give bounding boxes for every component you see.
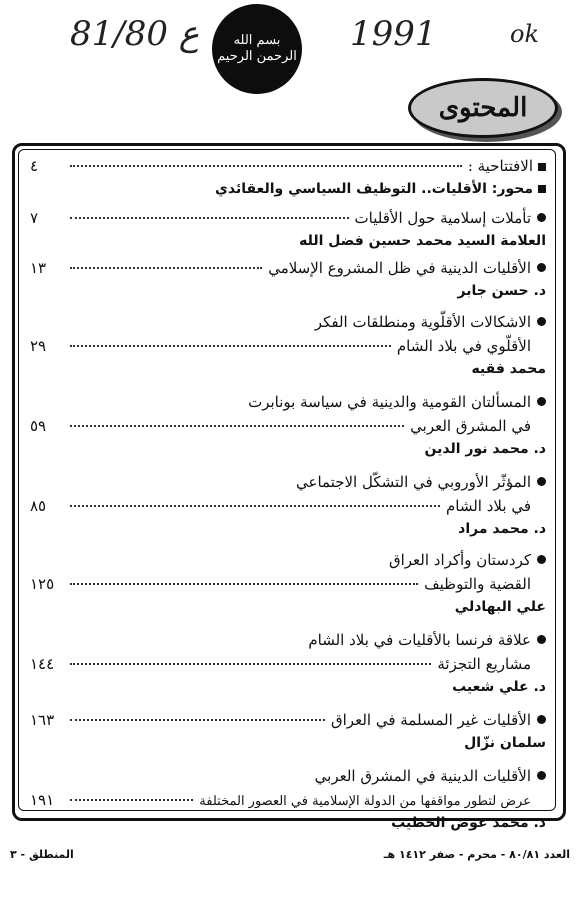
entry-title-continued: مشاريع التجزئة — [437, 655, 531, 673]
entry-title: الأقليات غير المسلمة في العراق — [331, 711, 531, 729]
entry-title: الأقليات الدينية في المشرق العربي — [314, 767, 531, 785]
entry-title-continued: عرض لتطور مواقفها من الدولة الإسلامية في العصور المختلفة — [199, 794, 531, 809]
toc-entry — [30, 313, 546, 383]
toc-entry — [30, 393, 546, 463]
page-number: ٥٩ — [30, 417, 47, 435]
section-title: محور: الأقليات.. التوظيف السياسي والعقائدي — [215, 181, 533, 197]
dot-leader — [70, 799, 193, 801]
entry-title-continued: في بلاد الشام — [446, 497, 531, 515]
square-bullet-icon — [538, 185, 546, 193]
handwritten-issue-number: 81/80 ع — [70, 14, 200, 54]
entry-title: المسألتان القومية والدينية في سياسة بونابرت — [248, 393, 531, 411]
bullet-icon — [537, 317, 546, 326]
dot-leader — [70, 165, 462, 167]
handwritten-note: ok — [510, 20, 539, 48]
entry-author: العلامة السيد محمد حسين فضل الله — [299, 233, 546, 249]
toc-opening — [30, 157, 546, 181]
page-title: المحتوى — [408, 78, 558, 138]
toc-section-header — [30, 181, 546, 205]
dot-leader — [70, 217, 349, 219]
entry-author: سلمان نزّال — [464, 735, 546, 751]
page-number: ١٢٥ — [30, 575, 55, 593]
dot-leader — [70, 583, 418, 585]
toc-entry — [30, 209, 546, 255]
entry-title: علاقة فرنسا بالأقليات في بلاد الشام — [308, 631, 531, 649]
table-of-contents — [30, 153, 546, 837]
toc-entry — [30, 631, 546, 701]
bullet-icon — [537, 263, 546, 272]
page-number: ١٦٣ — [30, 711, 55, 729]
toc-entry — [30, 767, 546, 837]
bullet-icon — [537, 477, 546, 486]
bullet-icon — [537, 635, 546, 644]
handwritten-year: 1991 — [350, 14, 437, 54]
entry-title-continued: الأقلّوي في بلاد الشام — [396, 337, 531, 355]
entry-author: د. محمد مراد — [458, 521, 546, 537]
dot-leader — [70, 663, 431, 665]
opening-label: الافتتاحية : — [467, 157, 533, 175]
entry-title-continued: القضية والتوظيف — [424, 575, 531, 593]
entry-title: الاشكالات الأقلّوية ومنطلقات الفكر — [314, 313, 531, 331]
toc-entry — [30, 259, 546, 305]
page-number: ٧ — [30, 209, 39, 227]
toc-entry — [30, 551, 546, 621]
page-number: ١٤٤ — [30, 655, 55, 673]
entry-title: تأملات إسلامية حول الأقليات — [354, 209, 531, 227]
page-number: ٢٩ — [30, 337, 47, 355]
footer-page-ref: المنطلق - ٣ — [10, 848, 74, 861]
entry-author: د. محمد نور الدين — [424, 441, 546, 457]
page-number: ١٩١ — [30, 791, 55, 809]
bullet-icon — [537, 771, 546, 780]
page-number: ٨٥ — [30, 497, 47, 515]
entry-author: د. حسن جابر — [457, 283, 546, 299]
bullet-icon — [537, 715, 546, 724]
entry-author: علي البهادلي — [454, 599, 546, 615]
toc-entry — [30, 473, 546, 543]
entry-title: المؤثّر الأوروبي في التشكّل الاجتماعي — [296, 473, 531, 491]
entry-title: كردستان وأكراد العراق — [388, 551, 531, 569]
entry-author: د. محمد عوض الخطيب — [391, 815, 546, 831]
entry-author: د. علي شعيب — [452, 679, 546, 695]
bullet-icon — [537, 555, 546, 564]
entry-author: محمد فقيه — [471, 361, 546, 377]
basmala-seal: بسم الله الرحمن الرحيم — [212, 4, 302, 94]
toc-entry — [30, 711, 546, 757]
dot-leader — [70, 719, 325, 721]
entry-title-continued: في المشرق العربي — [410, 417, 531, 435]
dot-leader — [70, 505, 440, 507]
bullet-icon — [537, 397, 546, 406]
square-bullet-icon — [538, 163, 546, 171]
dot-leader — [70, 267, 262, 269]
dot-leader — [70, 425, 404, 427]
entry-title: الأقليات الدينية في ظل المشروع الإسلامي — [268, 259, 531, 277]
dot-leader — [70, 345, 391, 347]
page-number: ١٣ — [30, 259, 47, 277]
footer-issue: العدد ٨٠/٨١ - محرم - صفر ١٤١٢ هـ — [383, 848, 570, 861]
bullet-icon — [537, 213, 546, 222]
page-number: ٤ — [30, 157, 39, 175]
